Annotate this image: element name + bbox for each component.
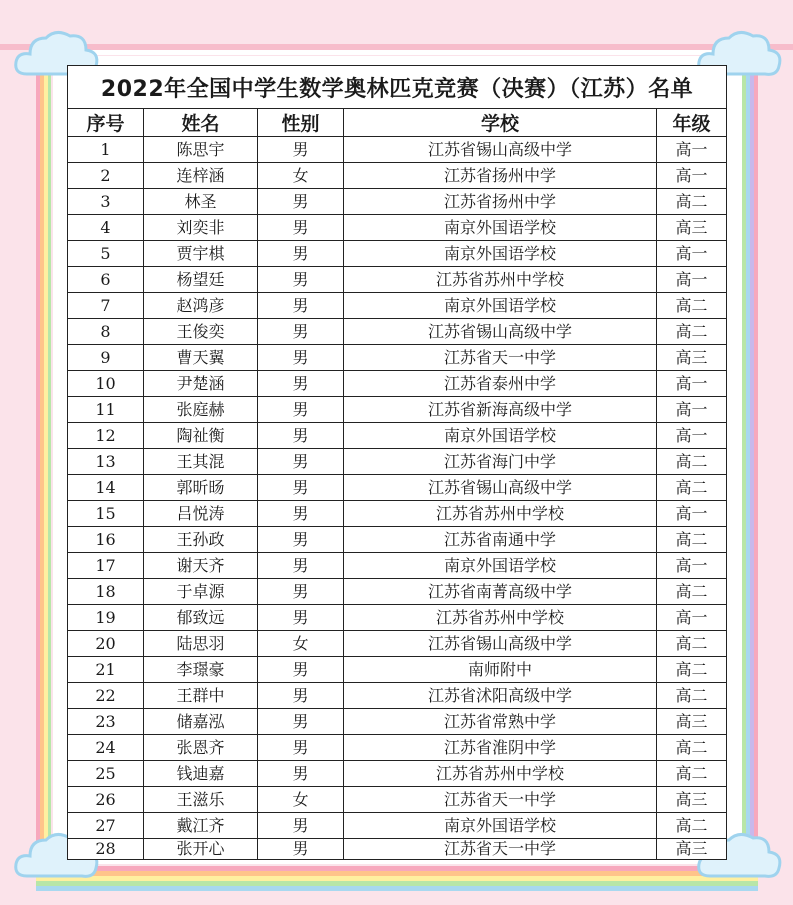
cell-index: 1 <box>68 137 144 163</box>
cell-index: 6 <box>68 267 144 293</box>
table-row <box>68 423 727 449</box>
cell-school: 江苏省锡山高级中学 <box>344 631 657 657</box>
cell-index: 16 <box>68 527 144 553</box>
cell-name: 张恩齐 <box>144 735 258 761</box>
table-row <box>68 137 727 163</box>
cell-name: 王群中 <box>144 683 258 709</box>
table-row <box>68 605 727 631</box>
cell-school: 江苏省南菁高级中学 <box>344 579 657 605</box>
cell-index: 14 <box>68 475 144 501</box>
cell-grade: 高二 <box>657 813 727 839</box>
cell-grade: 高三 <box>657 787 727 813</box>
cell-school: 南京外国语学校 <box>344 293 657 319</box>
cell-gender: 男 <box>258 501 344 527</box>
cell-name: 吕悦涛 <box>144 501 258 527</box>
cell-school: 江苏省海门中学 <box>344 449 657 475</box>
cell-gender: 男 <box>258 137 344 163</box>
table-row <box>68 501 727 527</box>
cell-name: 赵鸿彦 <box>144 293 258 319</box>
cell-school: 江苏省南通中学 <box>344 527 657 553</box>
header-grade: 年级 <box>657 109 727 137</box>
cell-gender: 男 <box>258 267 344 293</box>
cell-grade: 高二 <box>657 527 727 553</box>
cell-index: 10 <box>68 371 144 397</box>
cell-grade: 高二 <box>657 657 727 683</box>
cell-index: 4 <box>68 215 144 241</box>
cell-grade: 高一 <box>657 501 727 527</box>
table-row <box>68 397 727 423</box>
cell-school: 南京外国语学校 <box>344 215 657 241</box>
cell-grade: 高二 <box>657 449 727 475</box>
cell-grade: 高一 <box>657 137 727 163</box>
header-name: 姓名 <box>144 109 258 137</box>
cell-index: 27 <box>68 813 144 839</box>
cell-name: 张开心 <box>144 839 258 860</box>
table-row <box>68 813 727 839</box>
cell-index: 15 <box>68 501 144 527</box>
cell-name: 连梓涵 <box>144 163 258 189</box>
cell-grade: 高二 <box>657 579 727 605</box>
table-row <box>68 735 727 761</box>
table-row <box>68 215 727 241</box>
cell-name: 储嘉泓 <box>144 709 258 735</box>
cell-name: 李璟豪 <box>144 657 258 683</box>
cell-gender: 女 <box>258 787 344 813</box>
header-school: 学校 <box>344 109 657 137</box>
cell-name: 于卓源 <box>144 579 258 605</box>
cell-index: 28 <box>68 839 144 860</box>
table-row <box>68 709 727 735</box>
cell-name: 王俊奕 <box>144 319 258 345</box>
cell-gender: 男 <box>258 553 344 579</box>
table-header <box>68 109 727 137</box>
table-row <box>68 527 727 553</box>
cell-school: 南京外国语学校 <box>344 553 657 579</box>
cell-grade: 高一 <box>657 371 727 397</box>
cell-grade: 高三 <box>657 709 727 735</box>
cell-name: 张庭赫 <box>144 397 258 423</box>
cell-gender: 男 <box>258 761 344 787</box>
cell-gender: 男 <box>258 579 344 605</box>
cell-gender: 男 <box>258 345 344 371</box>
cell-school: 南京外国语学校 <box>344 423 657 449</box>
cell-name: 陆思羽 <box>144 631 258 657</box>
cell-name: 贾宇棋 <box>144 241 258 267</box>
cell-name: 陶祉衡 <box>144 423 258 449</box>
header-index: 序号 <box>68 109 144 137</box>
cell-grade: 高三 <box>657 839 727 860</box>
cell-name: 郭昕旸 <box>144 475 258 501</box>
table-row <box>68 475 727 501</box>
cell-gender: 女 <box>258 163 344 189</box>
cell-grade: 高二 <box>657 475 727 501</box>
table-row <box>68 839 727 860</box>
table-row <box>68 683 727 709</box>
cell-grade: 高一 <box>657 605 727 631</box>
cell-index: 5 <box>68 241 144 267</box>
cell-grade: 高二 <box>657 319 727 345</box>
cell-school: 江苏省苏州中学校 <box>344 605 657 631</box>
cell-name: 钱迪嘉 <box>144 761 258 787</box>
cell-gender: 男 <box>258 605 344 631</box>
table-row <box>68 163 727 189</box>
cell-school: 江苏省苏州中学校 <box>344 267 657 293</box>
cell-school: 江苏省苏州中学校 <box>344 501 657 527</box>
table-row <box>68 319 727 345</box>
cell-gender: 男 <box>258 423 344 449</box>
cell-index: 8 <box>68 319 144 345</box>
cell-index: 19 <box>68 605 144 631</box>
table-row <box>68 579 727 605</box>
cell-grade: 高一 <box>657 423 727 449</box>
cell-gender: 男 <box>258 449 344 475</box>
cell-name: 谢天齐 <box>144 553 258 579</box>
cell-gender: 男 <box>258 215 344 241</box>
cell-name: 林圣 <box>144 189 258 215</box>
table-row <box>68 371 727 397</box>
cell-index: 20 <box>68 631 144 657</box>
cell-index: 22 <box>68 683 144 709</box>
cell-index: 13 <box>68 449 144 475</box>
cell-school: 江苏省锡山高级中学 <box>344 319 657 345</box>
table-row <box>68 761 727 787</box>
cell-school: 江苏省淮阴中学 <box>344 735 657 761</box>
cell-school: 南师附中 <box>344 657 657 683</box>
cell-index: 9 <box>68 345 144 371</box>
cell-index: 12 <box>68 423 144 449</box>
cell-grade: 高二 <box>657 189 727 215</box>
cell-gender: 男 <box>258 319 344 345</box>
table-row <box>68 553 727 579</box>
cell-grade: 高三 <box>657 215 727 241</box>
cell-gender: 男 <box>258 813 344 839</box>
cell-name: 尹楚涵 <box>144 371 258 397</box>
cell-grade: 高一 <box>657 163 727 189</box>
cell-name: 陈思宇 <box>144 137 258 163</box>
cell-index: 26 <box>68 787 144 813</box>
cell-name: 王其混 <box>144 449 258 475</box>
cell-grade: 高二 <box>657 683 727 709</box>
cell-gender: 男 <box>258 683 344 709</box>
cell-grade: 高二 <box>657 735 727 761</box>
cell-school: 江苏省常熟中学 <box>344 709 657 735</box>
table-row <box>68 189 727 215</box>
cell-name: 刘奕非 <box>144 215 258 241</box>
cell-school: 江苏省天一中学 <box>344 787 657 813</box>
cell-name: 王孙政 <box>144 527 258 553</box>
cell-school: 江苏省天一中学 <box>344 345 657 371</box>
cell-gender: 男 <box>258 371 344 397</box>
cell-name: 郁致远 <box>144 605 258 631</box>
cell-grade: 高二 <box>657 631 727 657</box>
cell-school: 江苏省天一中学 <box>344 839 657 860</box>
cell-grade: 高一 <box>657 553 727 579</box>
cell-school: 江苏省新海高级中学 <box>344 397 657 423</box>
cell-grade: 高一 <box>657 241 727 267</box>
cell-index: 17 <box>68 553 144 579</box>
cell-index: 11 <box>68 397 144 423</box>
cell-index: 24 <box>68 735 144 761</box>
cell-school: 江苏省扬州中学 <box>344 163 657 189</box>
cell-school: 江苏省沭阳高级中学 <box>344 683 657 709</box>
cell-index: 21 <box>68 657 144 683</box>
cell-index: 23 <box>68 709 144 735</box>
cell-grade: 高一 <box>657 397 727 423</box>
cell-index: 2 <box>68 163 144 189</box>
cell-school: 江苏省扬州中学 <box>344 189 657 215</box>
cell-gender: 男 <box>258 241 344 267</box>
cell-name: 王滋乐 <box>144 787 258 813</box>
cell-school: 江苏省苏州中学校 <box>344 761 657 787</box>
cell-name: 杨望廷 <box>144 267 258 293</box>
cell-grade: 高二 <box>657 761 727 787</box>
cell-gender: 男 <box>258 293 344 319</box>
cell-school: 南京外国语学校 <box>344 241 657 267</box>
table-row <box>68 241 727 267</box>
cell-index: 18 <box>68 579 144 605</box>
cell-gender: 男 <box>258 475 344 501</box>
table-row <box>68 267 727 293</box>
cell-gender: 男 <box>258 657 344 683</box>
cell-school: 南京外国语学校 <box>344 813 657 839</box>
cell-grade: 高一 <box>657 267 727 293</box>
cell-school: 江苏省泰州中学 <box>344 371 657 397</box>
cell-index: 25 <box>68 761 144 787</box>
document-title: 2022年全国中学生数学奥林匹克竞赛（决赛）（江苏）名单 <box>68 66 727 109</box>
cell-grade: 高二 <box>657 293 727 319</box>
cell-gender: 女 <box>258 631 344 657</box>
table-row <box>68 657 727 683</box>
cell-gender: 男 <box>258 735 344 761</box>
cell-school: 江苏省锡山高级中学 <box>344 475 657 501</box>
cell-index: 3 <box>68 189 144 215</box>
cell-gender: 男 <box>258 189 344 215</box>
cell-index: 7 <box>68 293 144 319</box>
cell-gender: 男 <box>258 709 344 735</box>
cell-gender: 男 <box>258 839 344 860</box>
header-gender: 性别 <box>258 109 344 137</box>
cell-gender: 男 <box>258 527 344 553</box>
table-row <box>68 449 727 475</box>
table-row <box>68 345 727 371</box>
cell-grade: 高三 <box>657 345 727 371</box>
roster-table <box>67 65 727 860</box>
cell-gender: 男 <box>258 397 344 423</box>
cell-school: 江苏省锡山高级中学 <box>344 137 657 163</box>
table-row <box>68 787 727 813</box>
cell-name: 曹天翼 <box>144 345 258 371</box>
table-row <box>68 631 727 657</box>
cell-name: 戴江齐 <box>144 813 258 839</box>
table-row <box>68 293 727 319</box>
